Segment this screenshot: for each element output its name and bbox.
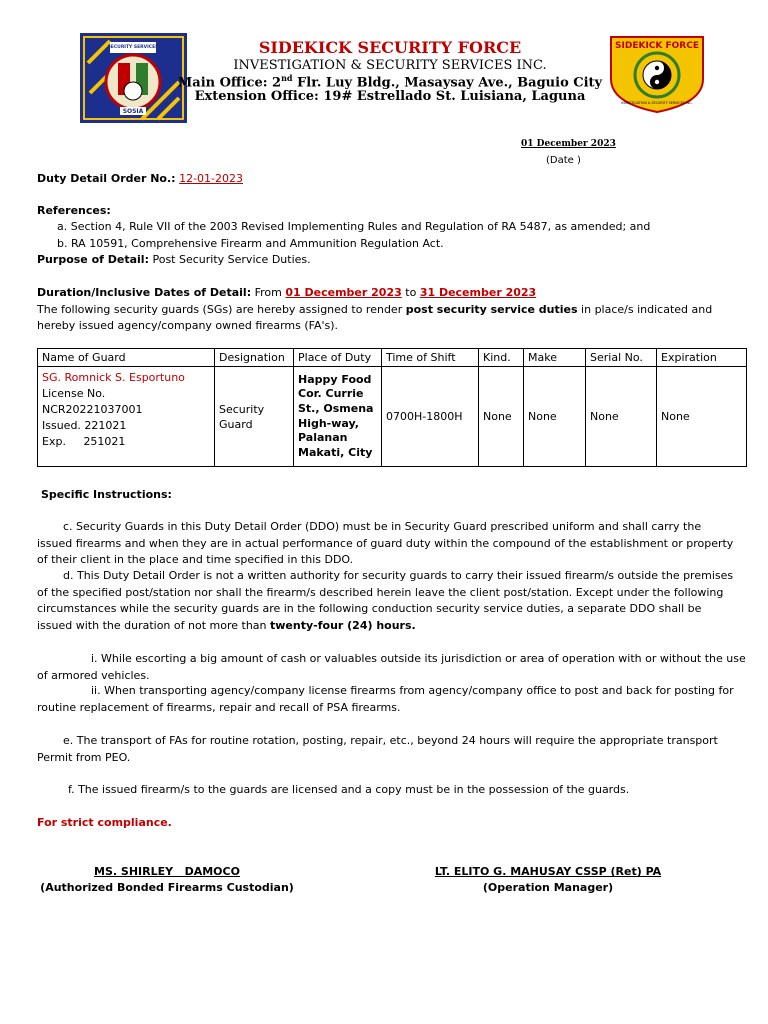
instruction-d: d. This Duty Detail Order is not a written authority for security guards to carry their issued firearm/s outside the premises of the specified post/station nor shall the firearm/s described herein leave the client post/station. Except under the following circumstances while the security guards are in the following conduction security service duties, a separate DDO shall be issued with the duration of not more than twenty-four (24) hours.	[37, 569, 734, 632]
reference-b: b. RA 10591, Comprehensive Firearm and Ammunition Regulation Act.	[57, 237, 444, 250]
reference-a: a. Section 4, Rule VII of the 2003 Revised Implementing Rules and Regulation of RA 5487, as amended; and	[57, 220, 651, 233]
table-header-row	[38, 349, 747, 367]
license-expiry: Exp. 251021	[42, 435, 126, 448]
guard-name: SG. Romnick S. Esportuno	[42, 371, 185, 384]
guard-assignment-table	[37, 348, 747, 467]
time-of-shift-cell: 0700H-1800H	[382, 367, 479, 467]
instructions-heading: Specific Instructions:	[41, 488, 172, 501]
logo-ring-text: INVESTIGATION & SECURITY SERVICES INC.	[621, 101, 693, 105]
header-kind: Kind.	[479, 349, 524, 367]
custodian-name: MS. SHIRLEY DAMOCO	[94, 865, 240, 878]
main-office-address: Main Office: 2nd Flr. Luy Bldg., Masaysay Ave., Baguio City	[177, 73, 603, 91]
document-date: 01 December 2023	[521, 139, 616, 149]
designation-cell: Security Guard	[215, 367, 294, 467]
header-make: Make	[524, 349, 586, 367]
instruction-f: f. The issued firearm/s to the guards are licensed and a copy must be in the possession of the guards.	[68, 783, 630, 796]
instruction-e: e. The transport of FAs for routine rotation, posting, repair, etc., beyond 24 hours will require the appropriate transport Permit from PEO.	[37, 734, 718, 764]
logo-top-text: SECURITY SERVICES	[107, 45, 159, 50]
guard-details-cell	[38, 367, 215, 467]
instruction-ii: ii. When transporting agency/company license firearms from agency/company office to post and back for posting for routine replacement of firearms, repair and recall of PSA firearms.	[37, 684, 734, 714]
extension-office-address: Extension Office: 19# Estrellado St. Luisiana, Laguna	[194, 89, 586, 104]
compliance-note: For strict compliance.	[37, 816, 172, 829]
assignment-line-1: The following security guards (SGs) are hereby assigned to render post security service duties in place/s indicated and	[37, 303, 713, 316]
assignment-line-2: hereby issued agency/company owned firearms (FA's).	[37, 319, 339, 332]
logo-brand-text: SIDEKICK FORCE	[615, 41, 699, 51]
date-label: (Date )	[546, 155, 581, 166]
place-of-duty-cell: Happy Food Cor. Currie St., Osmena High-way, Palanan Makati, City	[294, 367, 382, 467]
header-place-of-duty: Place of Duty	[294, 349, 382, 367]
header-serial-no: Serial No.	[586, 349, 657, 367]
ddo-number: 12-01-2023	[179, 172, 244, 185]
instruction-i: i. While escorting a big amount of cash or valuables outside its jurisdiction or area of operation with or without the use of armored vehicles.	[37, 652, 746, 682]
kind-cell: None	[479, 367, 524, 467]
expiration-cell: None	[657, 367, 747, 467]
logo-bottom-text: SOSIA	[122, 108, 144, 115]
license-number: NCR20221037001	[42, 403, 143, 416]
serial-cell: None	[586, 367, 657, 467]
duration-line: Duration/Inclusive Dates of Detail: From 01 December 2023 to 31 December 2023	[37, 286, 537, 299]
instruction-c: c. Security Guards in this Duty Detail Order (DDO) must be in Security Guard prescribed uniform and shall carry the issued firearms and when they are in actual performance of guard duty within the compound of the establishment or property of their client in the place and time specified in this DDO.	[37, 520, 734, 566]
purpose-line: Purpose of Detail: Post Security Service Duties.	[37, 253, 311, 266]
table-row	[38, 367, 747, 467]
company-name: SIDEKICK SECURITY FORCE	[258, 38, 522, 57]
operation-manager-name: LT. ELITO G. MAHUSAY CSSP (Ret) PA	[434, 865, 662, 878]
company-subtitle: INVESTIGATION & SECURITY SERVICES INC.	[233, 58, 547, 73]
license-issued: Issued. 221021	[42, 419, 127, 432]
header-name-of-guard: Name of Guard	[38, 349, 215, 367]
ddo-number-line: Duty Detail Order No.: 12-01-2023	[37, 172, 244, 185]
header-designation: Designation	[215, 349, 294, 367]
make-cell: None	[524, 367, 586, 467]
operation-manager-title: (Operation Manager)	[482, 881, 614, 894]
references-heading: References:	[37, 204, 111, 217]
license-label: License No.	[42, 387, 106, 400]
header-time-of-shift: Time of Shift	[382, 349, 479, 367]
header-expiration: Expiration	[657, 349, 747, 367]
custodian-title: (Authorized Bonded Firearms Custodian)	[40, 881, 294, 894]
